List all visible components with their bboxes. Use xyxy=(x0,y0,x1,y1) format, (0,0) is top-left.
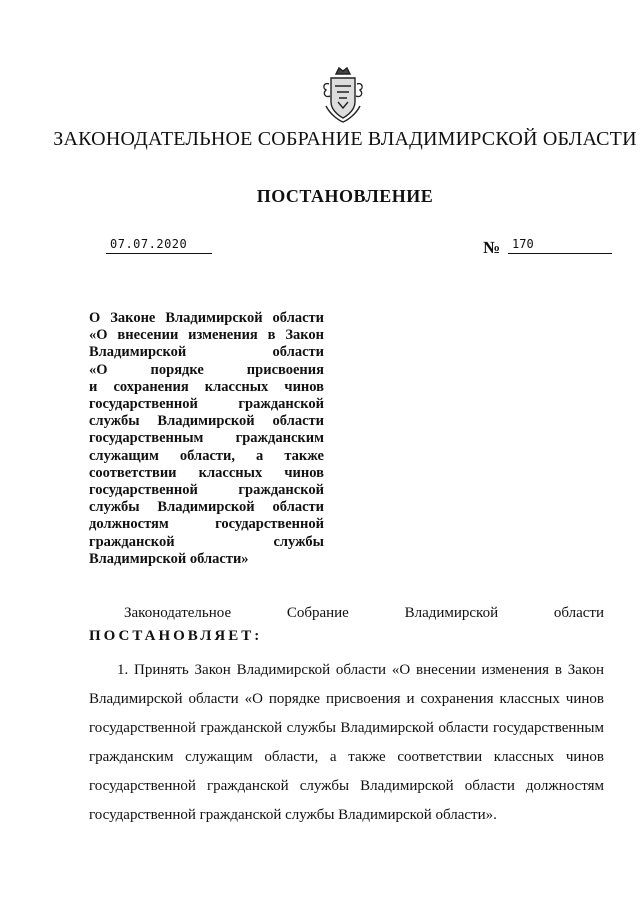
document-type-title: ПОСТАНОВЛЕНИЕ xyxy=(256,186,434,206)
paragraph-line: государственной гражданской службы Владимирской области государственным xyxy=(89,720,604,736)
subject-line: службы Владимирской области xyxy=(89,413,324,430)
resolution-paragraph xyxy=(89,656,604,830)
resolves-heading: ПОСТАНОВЛЯЕТ: xyxy=(89,628,263,644)
subject-line: и сохранения классных чинов xyxy=(89,378,324,395)
document-subject xyxy=(89,310,324,568)
subject-line: гражданской службы xyxy=(89,533,324,550)
subject-line: соответствии классных чинов xyxy=(89,464,324,481)
subject-line: государственной гражданской xyxy=(89,396,324,413)
subject-line: «О внесении изменения в Закон xyxy=(89,327,324,344)
paragraph-line: гражданским служащим области, а также соответствии классных чинов xyxy=(89,749,604,765)
paragraph-line: Владимирской области «О порядке присвоения и сохранения классных чинов xyxy=(89,691,604,707)
lead-text: Законодательное Собрание Владимирской области xyxy=(124,605,604,621)
document-date: 07.07.2020 xyxy=(106,236,212,254)
coat-of-arms-icon xyxy=(318,66,368,124)
organization-title: ЗАКОНОДАТЕЛЬНОЕ СОБРАНИЕ ВЛАДИМИРСКОЙ ОБЛАСТИ xyxy=(53,128,637,150)
subject-line: государственной гражданской xyxy=(89,482,324,499)
subject-line: О Законе Владимирской области xyxy=(89,310,324,326)
number-sign: № xyxy=(483,238,501,257)
subject-line: Владимирской области xyxy=(89,344,324,361)
subject-line: должностям государственной xyxy=(89,516,324,533)
subject-line: службы Владимирской области xyxy=(89,499,324,516)
subject-line: «О порядке присвоения xyxy=(89,361,324,378)
subject-line: служащим области, а также xyxy=(89,447,324,464)
subject-line: государственным гражданским xyxy=(89,430,324,447)
subject-line: Владимирской области» xyxy=(89,550,249,567)
paragraph-line: государственной гражданской службы Владимирской области должностям xyxy=(89,778,604,794)
paragraph-line: государственной гражданской службы Владимирской области». xyxy=(89,807,497,823)
document-number: 170 xyxy=(508,236,612,254)
paragraph-line: 1. Принять Закон Владимирской области «О внесении изменения в Закон xyxy=(117,662,604,678)
